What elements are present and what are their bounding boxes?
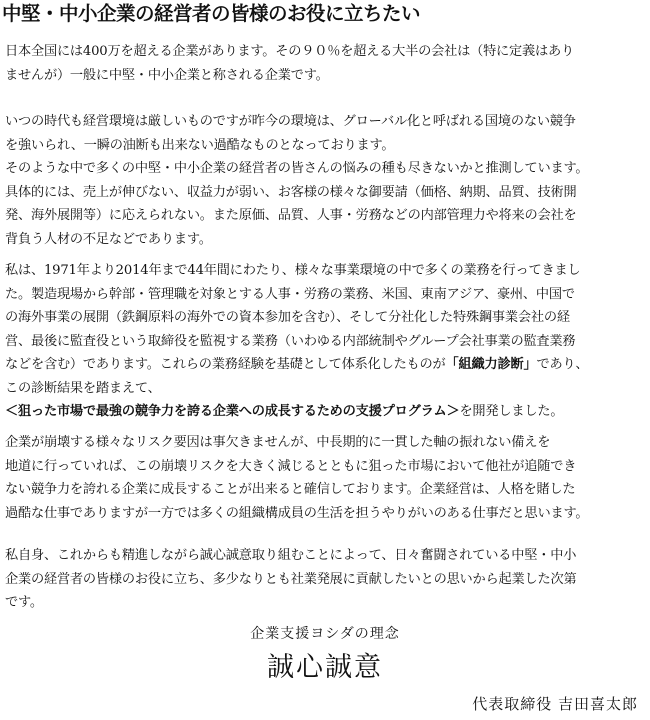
paragraph-line: などを含む）であります。これらの業務経験を基礎として体系化したものが <box>5 357 446 372</box>
program-suffix: を開発しました。 <box>459 404 564 419</box>
paragraph-line: いつの時代も経営環境は厳しいものですが昨今の環境は、グローバル化と呼ばれる国境のない競争 <box>5 114 576 129</box>
paragraph-line: 私は、1971年より2014年まで44年間にわたり、様々な事業環境の中で多くの業務を行ってきまし <box>5 263 581 278</box>
paragraph-line: 背負う人材の不足などであります。 <box>5 231 212 247</box>
paragraph-line-tail: であり、 <box>536 357 589 372</box>
diagnosis-term: 「組織力診断」 <box>445 357 537 372</box>
paragraph-risk <box>5 431 645 525</box>
paragraph-line: ませんが）一般に中堅・中小企業と称される企業です。 <box>5 67 329 83</box>
philosophy-label: 企業支援ヨシダの理念 <box>250 626 400 642</box>
paragraph-line: の海外事業の展開（鉄鋼原料の海外での資本参加を含む）、そして分社化した特殊鋼事業会社の経 <box>5 310 570 325</box>
paragraph-line: です。 <box>5 595 43 610</box>
program-line <box>5 400 645 424</box>
paragraph-career <box>5 259 645 424</box>
paragraph-line: 営、最後に監査役という取締役を監視する業務（いわゆる内部統制やグループ会社事業の監査業務 <box>5 333 576 349</box>
paragraph-line: 私自身、これからも精進しながら誠心誠意取り組むことによって、日々奮闘されている中堅・中小 <box>5 548 577 563</box>
signature: 代表取締役 吉田喜太郎 <box>472 695 638 713</box>
paragraph-line: 企業が崩壊する様々なリスク要因は事欠きませんが、中長期的に一貫した軸の振れない備えを <box>5 435 551 450</box>
motto: 誠心誠意 <box>267 652 383 683</box>
paragraph-line: ない競争力を誇れる企業に成長することが出来ると確信しております。企業経営は、人格を賭した <box>5 482 576 497</box>
paragraph-environment <box>5 110 645 251</box>
paragraph-line: た。製造現場から幹部・管理職を対象とする人事・労務の業務、米国、東南アジア、豪州、中国で <box>5 286 575 302</box>
paragraph-commitment <box>5 544 645 615</box>
paragraph-line: 具体的には、売上が伸びない、収益力が弱い、お客様の様々な御要請（価格、納期、品質、技術開 <box>5 184 577 200</box>
paragraph-line: 地道に行っていれば、この崩壊リスクを大きく減じるとともに狙った市場において他社が追随でき <box>5 458 577 474</box>
program-name: ＜狙った市場で最強の競争力を誇る企業への成長するための支援プログラム＞ <box>5 404 460 419</box>
paragraph-line: 過酷な仕事でありますが一方では多くの組織構成員の生活を担うやりがいのある仕事だと思います。 <box>5 505 589 521</box>
paragraph-line: 日本全国には400万を超える企業があります。その９０％を超える大半の会社は（特に定義はあり <box>5 44 574 59</box>
paragraph-line-with-term <box>5 353 645 377</box>
paragraph-intro <box>5 40 645 87</box>
paragraph-line: そのような中で多くの中堅・中小企業の経営者の皆さんの悩みの種も尽きないかと推測しています。 <box>5 161 589 176</box>
paragraph-line: を強いられ、一瞬の油断も出来ない過酷なものとなっております。 <box>5 137 395 153</box>
paragraph-line: 発、海外展開等）に応えられない。また原価、品質、人事・労務などの内部管理力や将来の会社を <box>5 208 577 223</box>
page-title: 中堅・中小企業の経営者の皆様のお役に立ちたい <box>2 2 421 25</box>
paragraph-line: この診断結果を踏まえて、 <box>5 380 161 396</box>
paragraph-line: 企業の経営者の皆様のお役に立ち、多少なりとも社業発展に貢献したいとの思いから起業した次第 <box>5 571 577 587</box>
